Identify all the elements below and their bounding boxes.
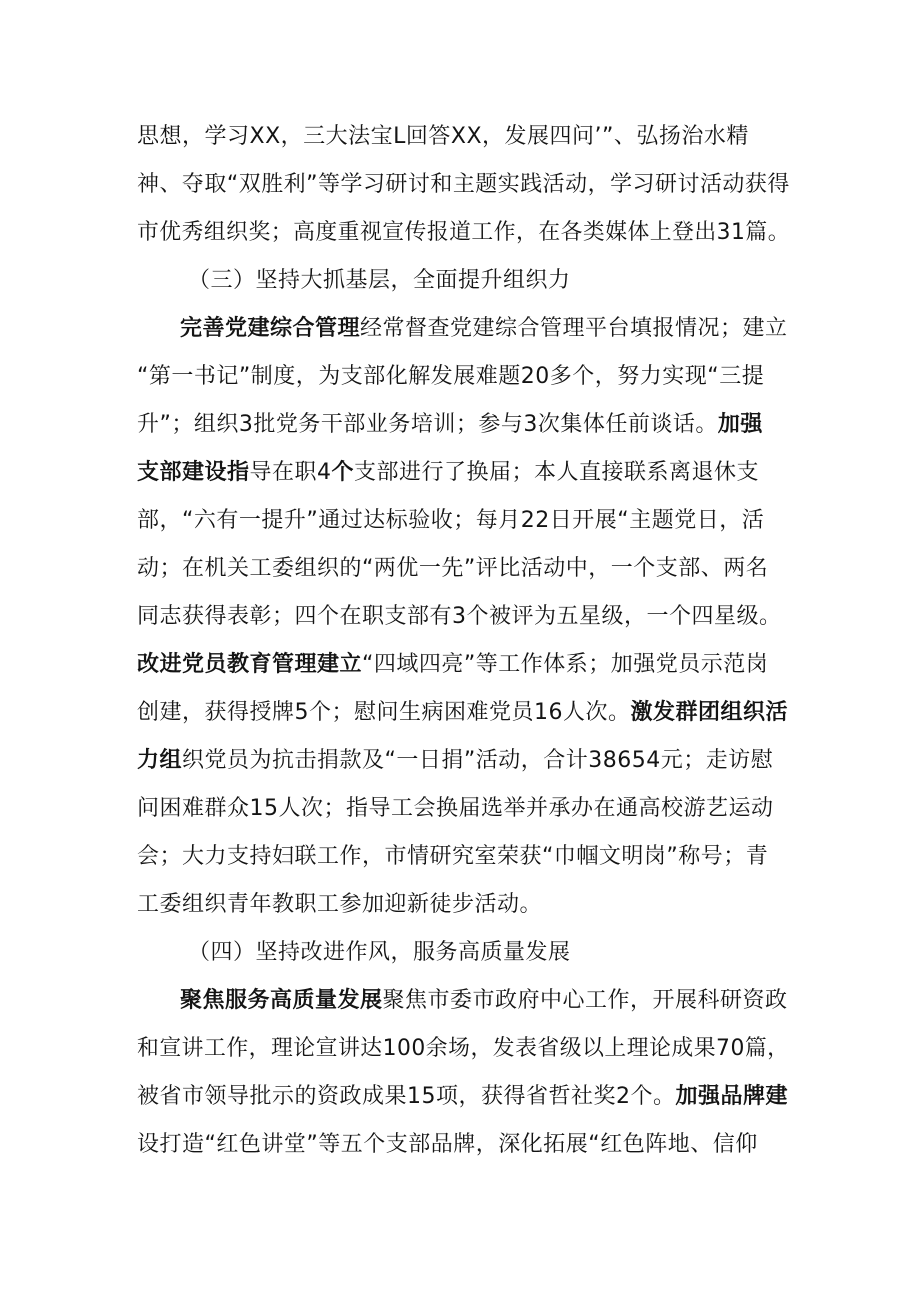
- paragraph-line: [137, 890, 542, 920]
- line-text: 导在职4: [249, 460, 332, 485]
- line-text: 和宣讲工作，理论宣讲达100余场，发表省级以上理论成果70篇，: [137, 1036, 790, 1061]
- line-text: 被省市领导批示的资政成果15项，获得省哲社奖2个。: [137, 1084, 676, 1109]
- bold-lead-phrase: 完善党建综合管理: [180, 316, 361, 341]
- paragraph-line: [137, 602, 782, 632]
- paragraph-line: [137, 170, 790, 200]
- paragraph-line: [137, 650, 768, 680]
- heading-text: （三）坚持大抓基层，全面提升组织力: [188, 268, 571, 293]
- line-text: 神、夺取“双胜利”等学习研讨和主题实践活动，学习研讨活动获得: [137, 172, 790, 197]
- line-text: 思想，学习XX，三大法宝L回答XX，发展四问’”、弘扬治水精: [137, 124, 749, 149]
- paragraph-line: [137, 218, 790, 248]
- bold-lead-phrase: 激发群团组织活: [630, 700, 789, 725]
- paragraph-line: [137, 1034, 790, 1064]
- paragraph-line: [137, 122, 749, 152]
- bold-lead-phrase: 聚焦服务高质量发展: [180, 988, 383, 1013]
- line-text: 部，“六有一提升”通过达标验收；每月22日开展“主题党日，活: [137, 508, 765, 533]
- paragraph-line: [137, 1082, 788, 1112]
- line-text: 市优秀组织奖；高度重视宣传报道工作，在各类媒体上登出31篇。: [137, 220, 791, 245]
- line-text: 织党员为抗击捐款及“一日捐”活动，合计38654元；走访慰: [182, 748, 774, 773]
- heading-text: （四）坚持改进作风，服务高质量发展: [188, 940, 571, 965]
- paragraph-line: [137, 458, 759, 488]
- line-text: 同志获得表彰；四个在职支部有3个被评为五星级，一个四星级。: [137, 604, 782, 629]
- bold-lead-phrase: 改进党员教育管理建立: [137, 652, 363, 677]
- paragraph-line: [137, 506, 764, 536]
- section-heading-4: [188, 938, 571, 968]
- paragraph-line: [180, 314, 788, 344]
- line-text: 聚焦市委市政府中心工作，开展科研资政: [382, 988, 788, 1013]
- paragraph-line: [137, 1130, 758, 1160]
- line-text: “四域四亮”等工作体系；加强党员示范岗: [362, 652, 769, 677]
- paragraph-line: [137, 842, 768, 872]
- line-text: “第一书记”制度，为支部化解发展难题20多个，努力实现“三提: [137, 364, 765, 389]
- bold-fragment: 个: [331, 460, 355, 485]
- line-text: 动；在机关工委组织的“两优一先”评比活动中，一个支部、两名: [137, 556, 769, 581]
- bold-lead-phrase: 加强: [717, 412, 763, 437]
- paragraph-line: [137, 794, 774, 824]
- line-text: 经常督查党建综合管理平台填报情况；建立: [360, 316, 788, 341]
- paragraph-line: [137, 410, 763, 440]
- line-text: 问困难群众15人次；指导工会换届选举并承办在通高校游艺运动: [137, 796, 774, 821]
- line-text: 工委组织青年教职工参加迎新徒步活动。: [137, 892, 543, 917]
- paragraph-line: [137, 746, 773, 776]
- paragraph-line: [137, 554, 768, 584]
- bold-lead-phrase: 加强品牌建: [675, 1084, 789, 1109]
- bold-lead-phrase: 力组: [137, 748, 183, 773]
- paragraph-line: [137, 698, 788, 728]
- paragraph-line: [137, 362, 764, 392]
- line-text: 会；大力支持妇联工作，市情研究室荣获“巾帼文明岗”称号；青: [137, 844, 769, 869]
- section-heading-3: [188, 266, 571, 296]
- line-text: 升”；组织3批党务干部业务培训；参与3次集体任前谈话。: [137, 412, 718, 437]
- line-text: 支部进行了换届；本人直接联系离退休支: [354, 460, 760, 485]
- paragraph-line: [180, 986, 788, 1016]
- line-text: 创建，获得授牌5个；慰问生病困难党员16人次。: [137, 700, 631, 725]
- bold-lead-phrase: 支部建设指: [137, 460, 250, 485]
- line-text: 设打造“红色讲堂”等五个支部品牌，深化拓展“红色阵地、信仰: [137, 1132, 758, 1157]
